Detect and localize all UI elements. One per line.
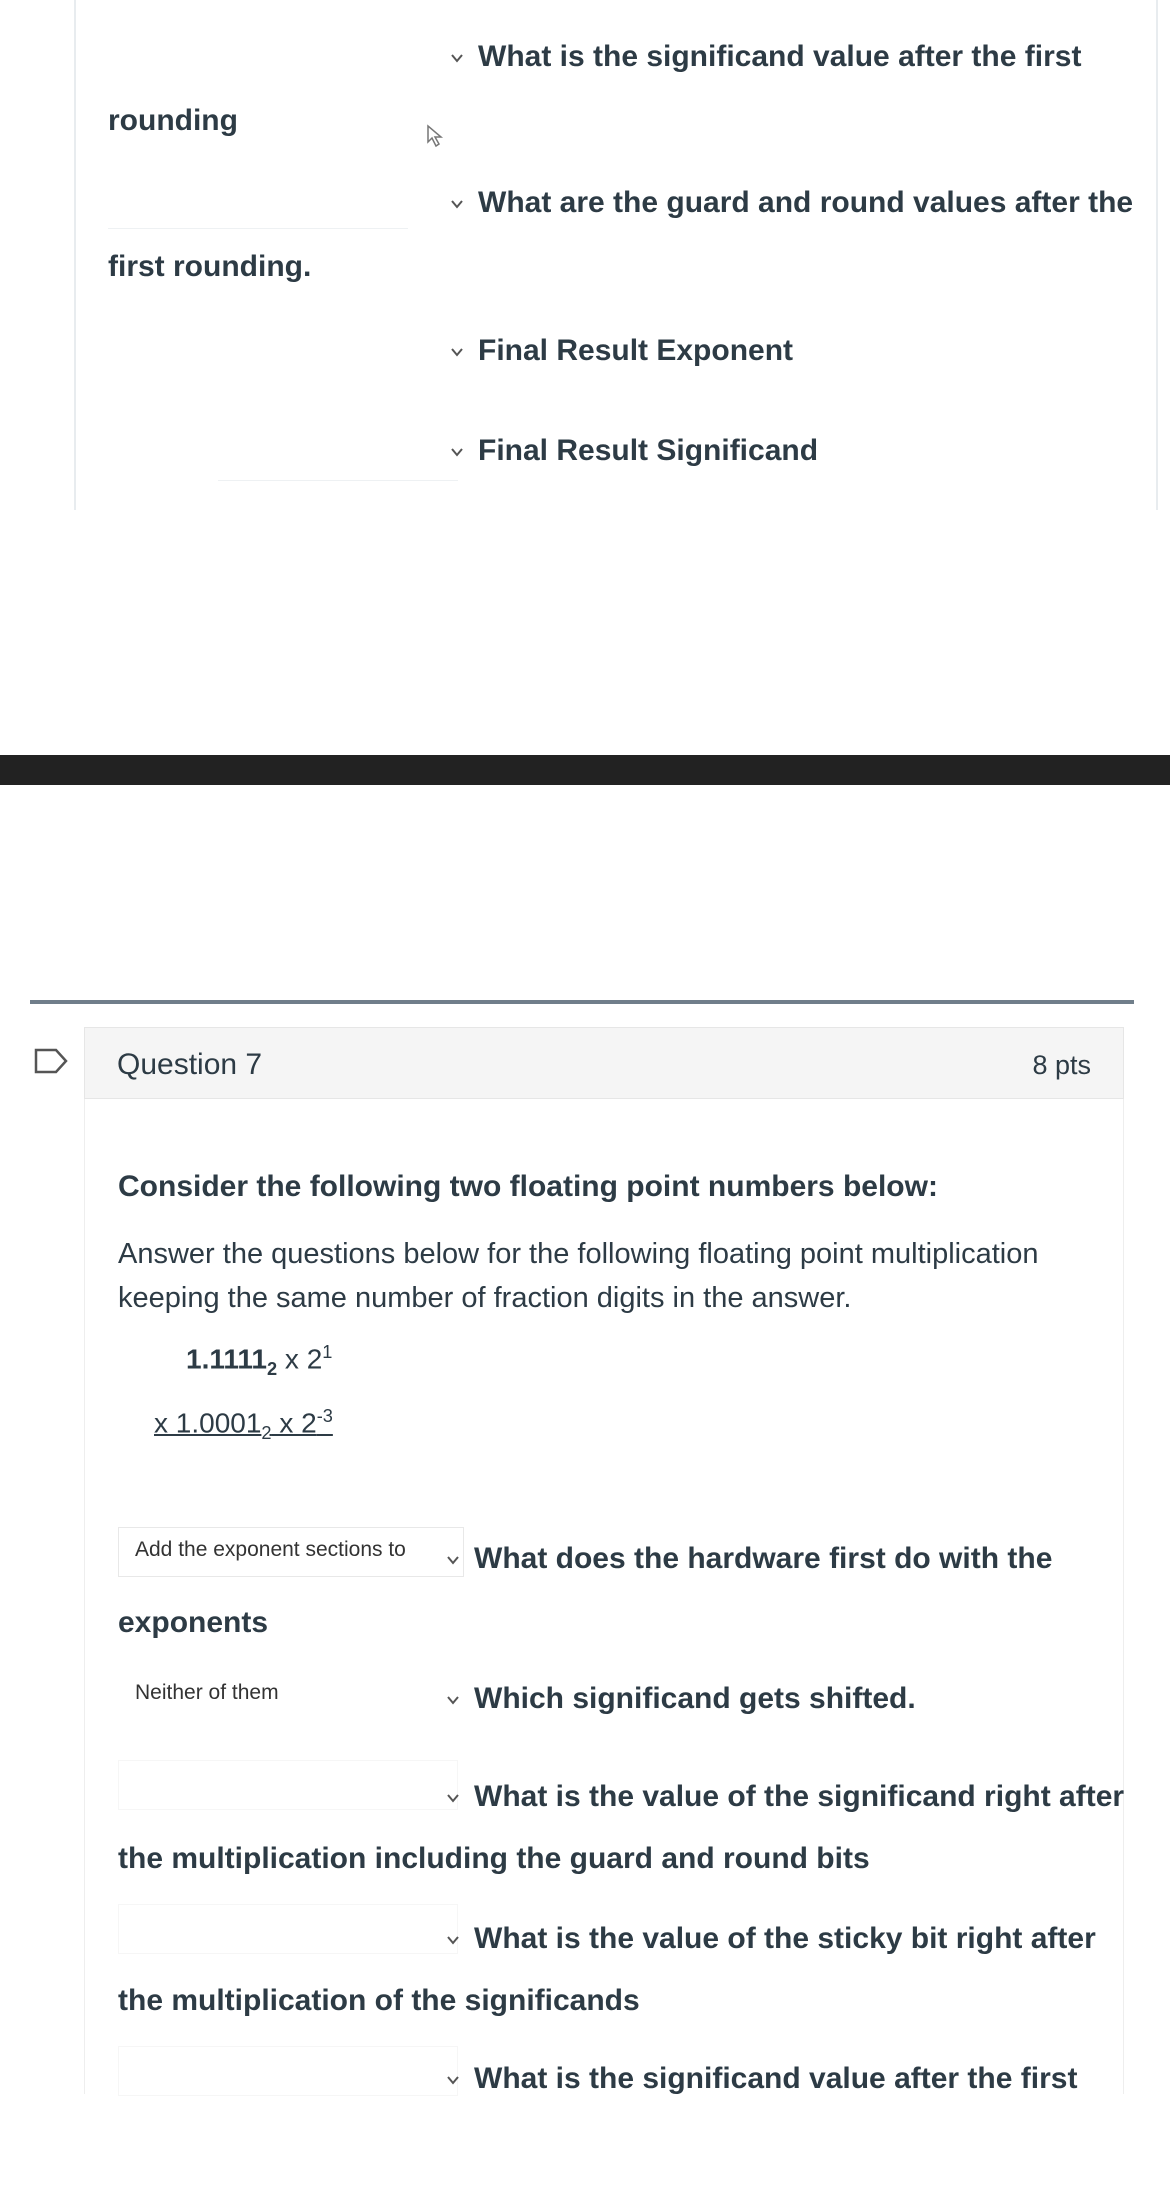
prompt-text: What is the value of the significand right after	[474, 1780, 1125, 1813]
question-header	[84, 1027, 1124, 1099]
question-points: 8 pts	[1032, 1050, 1091, 1080]
question-title: Question 7	[117, 1048, 263, 1081]
chevron-down-icon	[446, 1693, 460, 1707]
answer-underline	[108, 228, 408, 229]
prompt-continuation: the multiplication including the guard and round bits	[118, 1842, 870, 1875]
screenshot-separator	[0, 755, 1170, 785]
prompt-text: What is the significand value after the first	[474, 2062, 1078, 2095]
dropdown-final-exponent[interactable]	[450, 334, 793, 368]
answer-select-4[interactable]	[118, 1904, 458, 1954]
answer-select-2[interactable]: Neither of them	[118, 1670, 438, 1720]
dropdown-significand-after-rounding-2[interactable]	[446, 2062, 1077, 2096]
dropdown-significand-after-mult[interactable]	[446, 1780, 1124, 1814]
dropdown-final-significand[interactable]	[450, 434, 818, 468]
dropdown-hardware-first[interactable]	[446, 1542, 1052, 1576]
chevron-down-icon	[446, 1553, 460, 1567]
prompt-text: What does the hardware first do with the	[474, 1542, 1053, 1575]
operand-2: x $1.0001_2$ x $2^{-3}$	[154, 1406, 333, 1443]
chevron-down-icon	[446, 1791, 460, 1805]
prompt-continuation: first rounding.	[108, 250, 312, 283]
dropdown-guard-round-values[interactable]	[450, 186, 1133, 220]
prompt-continuation: the multiplication of the significands	[118, 1984, 640, 2017]
chevron-down-icon	[450, 345, 464, 359]
prompt-continuation: exponents	[118, 1606, 269, 1639]
prompt-text: What are the guard and round values after the	[478, 186, 1134, 219]
answer-select-1[interactable]: Add the exponent sections to	[118, 1527, 464, 1577]
prompt-text: What is the value of the sticky bit right after	[474, 1922, 1096, 1955]
chevron-down-icon	[446, 1933, 460, 1947]
dropdown-sticky-bit[interactable]	[446, 1922, 1096, 1956]
chevron-down-icon	[450, 445, 464, 459]
prompt-text: Final Result Exponent	[478, 334, 794, 367]
flag-question-icon[interactable]	[34, 1048, 68, 1079]
dropdown-significand-after-rounding[interactable]	[450, 40, 1081, 74]
prompt-text: Which significand gets shifted.	[474, 1682, 916, 1715]
answer-select-5[interactable]	[118, 2046, 458, 2096]
prompt-text: Final Result Significand	[478, 434, 819, 467]
prompt-text: What is the significand value after the first	[478, 40, 1082, 73]
chevron-down-icon	[446, 2073, 460, 2087]
right-border	[1156, 0, 1158, 510]
prompt-continuation: rounding	[108, 104, 238, 137]
question-intro: Consider the following two floating point numbers below:	[118, 1170, 938, 1203]
chevron-down-icon	[450, 197, 464, 211]
operand-1: $1.1111_2$ x $2^1$	[186, 1342, 333, 1379]
question-instructions: Answer the questions below for the following floating point multiplication keeping the same number of fraction digits in the answer.	[118, 1238, 1039, 1314]
dropdown-significand-shifted[interactable]	[446, 1682, 916, 1716]
cursor-icon	[426, 124, 446, 153]
left-border	[74, 0, 76, 510]
section-divider	[30, 1000, 1134, 1004]
answer-select-3[interactable]	[118, 1760, 458, 1810]
chevron-down-icon	[450, 51, 464, 65]
answer-underline	[218, 480, 458, 481]
